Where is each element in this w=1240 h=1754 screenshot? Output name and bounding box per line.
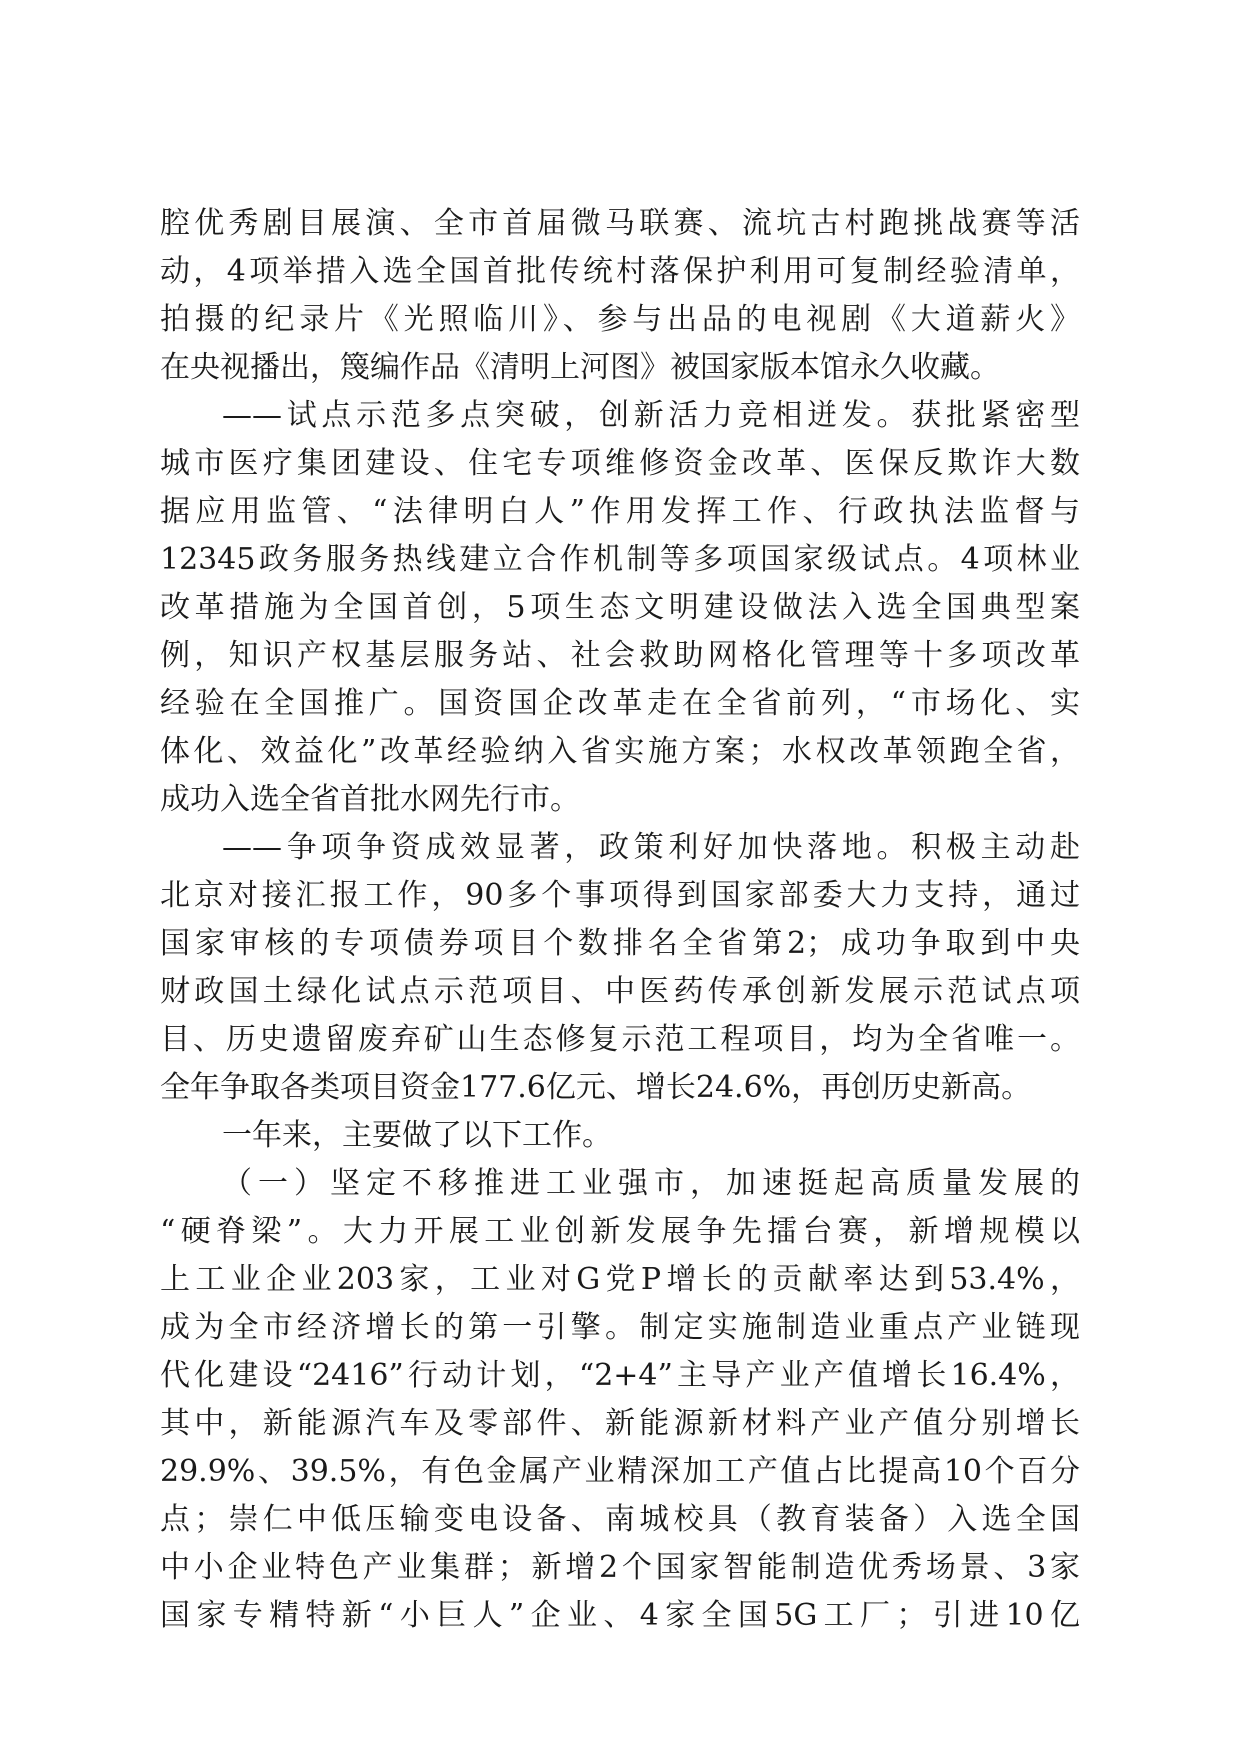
text-line: 体化、效益化”改革经验纳入省实施方案；水权改革领跑全省， [160,734,1080,769]
text-line: “硬脊梁”。大力开展工业创新发展争先擂台赛，新增规模以 [160,1214,1080,1249]
text-line: 全年争取各类项目资金177.6亿元、增长24.6%，再创历史新高。 [160,1070,1032,1105]
section-heading-line: （一）坚定不移推进工业强市，加速挺起高质量发展的 [222,1166,1080,1201]
text-line: 国家审核的专项债券项目个数排名全省第2；成功争取到中央 [160,926,1080,961]
text-line: ——试点示范多点突破，创新活力竞相迸发。获批紧密型 [222,398,1080,433]
text-line: 城市医疗集团建设、住宅专项维修资金改革、医保反欺诈大数 [160,446,1080,481]
text-line: 例，知识产权基层服务站、社会救助网格化管理等十多项改革 [160,638,1080,673]
document-body [160,200,1080,1640]
text-line: 动，4项举措入选全国首批传统村落保护利用可复制经验清单， [160,254,1080,289]
text-line: 腔优秀剧目展演、全市首届微马联赛、流坑古村跑挑战赛等活 [160,206,1080,241]
text-line: 改革措施为全国首创，5项生态文明建设做法入选全国典型案 [160,590,1080,625]
text-line: 北京对接汇报工作，90多个事项得到国家部委大力支持，通过 [160,878,1080,913]
text-line: 29.9%、39.5%，有色金属产业精深加工产值占比提高10个百分 [160,1454,1080,1489]
text-line: 据应用监管、“法律明白人”作用发挥工作、行政执法监督与 [160,494,1080,529]
text-line: 目、历史遗留废弃矿山生态修复示范工程项目，均为全省唯一。 [160,1022,1080,1057]
text-line: 一年来，主要做了以下工作。 [222,1118,612,1153]
text-line: 成功入选全省首批水网先行市。 [160,782,580,817]
text-line: 点；崇仁中低压输变电设备、南城校具（教育装备）入选全国 [160,1502,1080,1537]
text-line: 其中，新能源汽车及零部件、新能源新材料产业产值分别增长 [160,1406,1080,1441]
text-line: 12345政务服务热线建立合作机制等多项国家级试点。4项林业 [160,542,1080,577]
text-line: 拍摄的纪录片《光照临川》、参与出品的电视剧《大道薪火》 [160,302,1080,337]
text-line: 国家专精特新“小巨人”企业、4家全国5G工厂；引进10亿 [160,1598,1080,1633]
text-line: 上工业企业203家，工业对G党P增长的贡献率达到53.4%， [160,1262,1080,1297]
text-line: 成为全市经济增长的第一引擎。制定实施制造业重点产业链现 [160,1310,1080,1345]
text-line: ——争项争资成效显著，政策利好加快落地。积极主动赴 [222,830,1080,865]
text-line: 中小企业特色产业集群；新增2个国家智能制造优秀场景、3家 [160,1550,1080,1585]
text-line: 代化建设“2416”行动计划，“2+4”主导产业产值增长16.4%， [160,1358,1080,1393]
text-line: 财政国土绿化试点示范项目、中医药传承创新发展示范试点项 [160,974,1080,1009]
text-line: 在央视播出，篾编作品《清明上河图》被国家版本馆永久收藏。 [160,350,1000,385]
text-line: 经验在全国推广。国资国企改革走在全省前列，“市场化、实 [160,686,1080,721]
